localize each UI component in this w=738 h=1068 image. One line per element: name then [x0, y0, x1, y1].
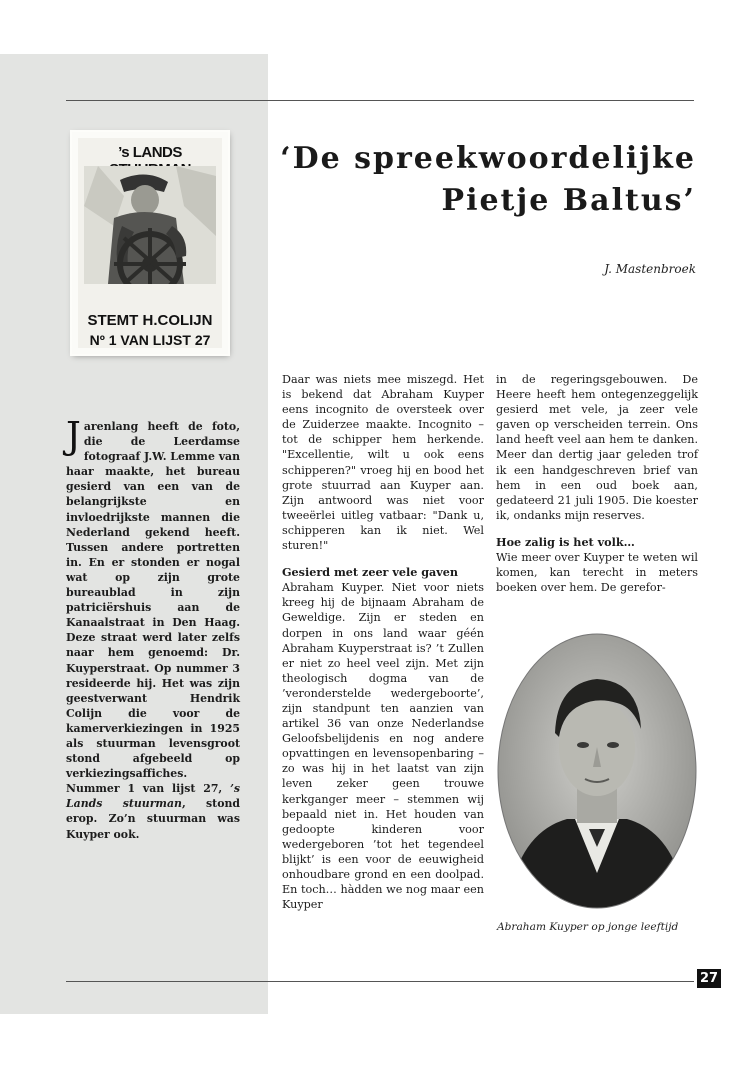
column2-paragraph-1: Daar was niets mee miszegd. Het is bekend dat Abraham Kuyper eens incognito de oversteek over de Zuiderzee maakte. Incognito – tot de schipper hem herkende. "Excellentie, wilt u ook eens schipperen?" vroeg hij en bood het grote stuurrad aan Kuyper aan. Zijn antwoord was niet voor tweeërlei uitleg vatbaar: "Dank u, schipperen kan ik niet. Wel sturen!"	[282, 373, 484, 553]
helmsman-illustration	[84, 166, 216, 284]
intro-text-a: arenlang heeft de foto, die de Leerdamse fotograaf J.W. Lemme van haar maakte, het bureau gesierd van een van de belangrijkste en invloedrijkste mannen die Nederland gekend heeft. Tussen andere portretten in. En er stonden er nogal wat op zijn grote bureaublad in zijn patriciërshuis aan de Kanaalstraat in Den Haag. Deze straat werd later zelfs naar hem genoemd: Dr. Kuyperstraat. Op nummer 3 resideerde hij. Het was zijn geestverwant Hendrik Colijn die voor de kamerverkiezingen in 1925 als stuurman levensgroot stond afgebeeld op verkiezingsaffiches. Nummer 1 van lijst 27,	[66, 420, 240, 796]
abraham-kuyper-portrait	[497, 633, 697, 909]
body-column-2	[282, 372, 484, 912]
drop-cap: J	[66, 414, 81, 457]
intro-italic: ’s Lands stuurman	[66, 782, 240, 811]
poster-slogan-line1: STEMT H.COLIJN	[87, 312, 213, 329]
column3-paragraph-1: in de regeringsgebouwen. De Heere heeft hem ontegenzeggelijk gesierd met vele, ja zeer vele gaven op verscheiden terrein. Ons land heeft veel aan hem te danken. Meer dan dertig jaar geleden trof ik een handgeschreven brief van hem in een oud boek aan, gedateerd 21 juli 1905. Die koester ik, ondanks mijn reserves.	[496, 373, 698, 522]
column3-paragraph-2: Wie meer over Kuyper te weten wil komen, kan terecht in meters boeken over hem. De gerefor-	[496, 551, 698, 595]
poster-slogan-line2: Nº 1 VAN LIJST 27	[89, 332, 211, 348]
column2-paragraph-2: Abraham Kuyper. Niet voor niets kreeg hij de bijnaam Abraham de Geweldige. Zijn er steden en dorpen in ons land waar géén Abraham Kuyperstraat is? ’t Zullen er niet zo heel veel zijn. Met zijn theologisch dogma van de ’veronderstelde wedergeboorte’, zijn standpunt ten aanzien van artikel 36 van onze Nederlandse Geloofsbelijdenis en nog andere opvattingen en levensopenbaring – zo was hij in het laatst van zijn leven zeker geen trouwe kerkganger meer – stemmen wij bepaald niet in. Het houden van gedoopte kinderen voor wedergeboren ’tot het tegendeel blijkt’ is een voor de eeuwigheid onhoudbare grond en een doolpad. En toch… hàdden we nog maar een Kuyper	[282, 581, 484, 912]
intro-paragraph	[66, 414, 241, 842]
intro-text-b: , stond erop. Zo’n stuurman was Kuyper ook.	[66, 797, 241, 841]
top-rule	[66, 100, 694, 101]
body-column-3	[496, 372, 698, 595]
title-line-1: ‘De spreekwoordelijke	[280, 141, 696, 176]
poster-image	[78, 138, 222, 348]
poster-headline: ’s LANDS	[118, 144, 182, 161]
portrait-caption: Abraham Kuyper op jonge leeftijd	[497, 921, 679, 933]
bottom-rule	[66, 981, 694, 982]
title-line-2: Pietje Baltus’	[441, 183, 696, 218]
author-byline: J. Mastenbroek	[604, 262, 696, 276]
election-poster	[72, 132, 228, 354]
page-number: 27	[697, 969, 721, 988]
article-title	[278, 138, 696, 222]
column3-subheading: Hoe zalig is het volk…	[496, 534, 635, 549]
column2-subheading: Gesierd met zeer vele gaven	[282, 565, 459, 580]
